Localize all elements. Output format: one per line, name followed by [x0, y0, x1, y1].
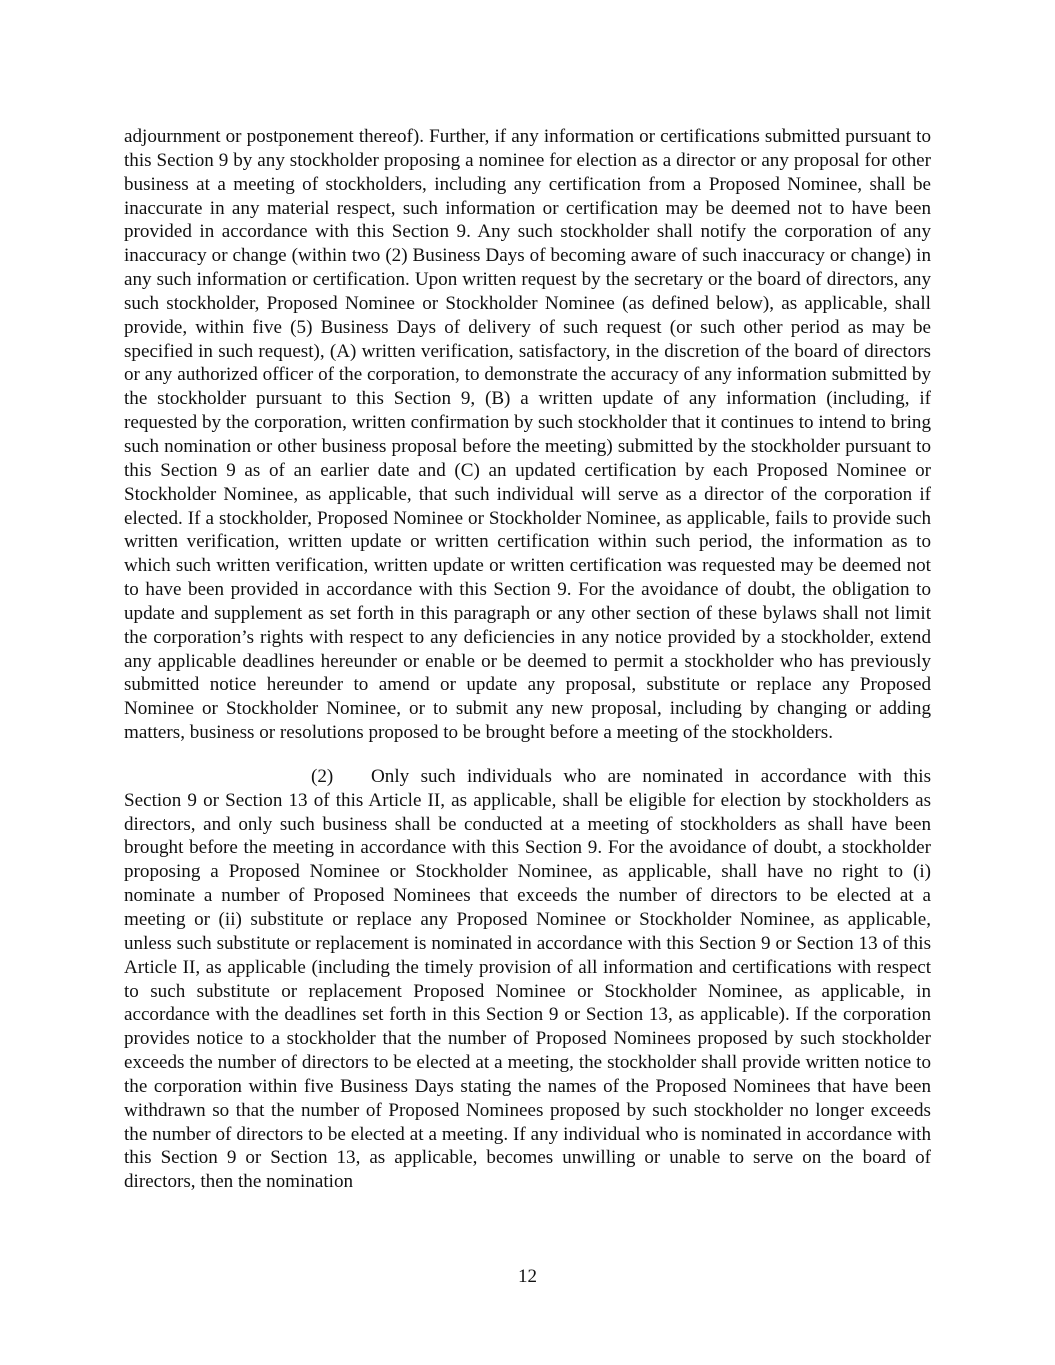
paragraph-item-2-text: Only such individuals who are nominated in accordance with this Section 9 or Section 13 of this Article II, as applicable, shall be eligible for election by stockholders as directors, and only such business shall be conducted at a meeting of stockholders as shall have been brought before the meeting in accordance with this Section 9. For the avoidance of doubt, a stockholder proposing a Proposed Nominee or Stockholder Nominee, as applicable, shall have no right to (i) nominate a number of Proposed Nominees that exceeds the number of directors to be elected at a meeting or (ii) substitute or replace any Proposed Nominee or Stockholder Nominee, as applicable, unless such substitute or replacement is nominated in accordance with this Section 9 or Section 13 of this Article II, as applicable (including the timely provision of all information and certifications with respect to such substitute or replacement Proposed Nominee or Stockholder Nominee, as applicable, in accordance with the deadlines set forth in this Section 9 or Section 13, as applicable). If the corporation provides notice to a stockholder that the number of Proposed Nominees proposed by such stockholder exceeds the number of directors to be elected at a meeting, the stockholder shall provide written notice to the corporation within five Business Days stating the names of the Proposed Nominees that have been withdrawn so that the number of Proposed Nominees proposed by such stockholder no longer exceeds the number of directors to be elected at a meeting. If any individual who is nominated in accordance with this Section 9 or Section 13, as applicable, becomes unwilling or unable to serve on the board of directors, then the nomination — [124, 765, 931, 1193]
page-number: 12 — [518, 1266, 537, 1287]
paragraph-continued: adjournment or postponement thereof). Further, if any information or certifications submitted pursuant to this Section 9 by any stockholder proposing a nominee for election as a director or any proposal for other business at a meeting of stockholders, including any certification from a Proposed Nominee, shall be inaccurate in any material respect, such information or certification may be deemed not to have been provided in accordance with this Section 9. Any such stockholder shall notify the corporation of any inaccuracy or change (within two (2) Business Days of becoming aware of such inaccuracy or change) in any such information or certification. Upon written request by the secretary or the board of directors, any such stockholder, Proposed Nominee or Stockholder Nominee (as defined below), as applicable, shall provide, within five (5) Business Days of delivery of such request (or such other period as may be specified in such request), (A) written verification, satisfactory, in the discretion of the board of directors or any authorized officer of the corporation, to demonstrate the accuracy of any information submitted by the stockholder pursuant to this Section 9, (B) a written update of any information (including, if requested by the corporation, written confirmation by such stockholder that it continues to intend to bring such nomination or other business proposal before the meeting) submitted by the stockholder pursuant to this Section 9 as of an earlier date and (C) an updated certification by each Proposed Nominee or Stockholder Nominee, as applicable, that such individual will serve as a director of the corporation if elected. If a stockholder, Proposed Nominee or Stockholder Nominee, as applicable, fails to provide such written verification, written update or written certification within such period, the information as to which such written verification, written update or written certification was requested may be deemed not to have been provided in accordance with this Section 9. For the avoidance of doubt, the obligation to update and supplement as set forth in this paragraph or any other section of these bylaws shall not limit the corporation’s rights with respect to any deficiencies in any notice provided by a stockholder, extend any applicable deadlines hereunder or enable or be deemed to permit a stockholder who has previously submitted notice hereunder to amend or update any proposal, substitute or replace any Proposed Nominee or Stockholder Nominee, or to submit any new proposal, including by changing or adding matters, business or resolutions proposed to be brought before a meeting of the stockholders. — [124, 126, 931, 744]
document-body — [124, 125, 931, 1194]
item-number: (2) — [311, 765, 334, 787]
paragraph-item-2 — [124, 765, 931, 1194]
